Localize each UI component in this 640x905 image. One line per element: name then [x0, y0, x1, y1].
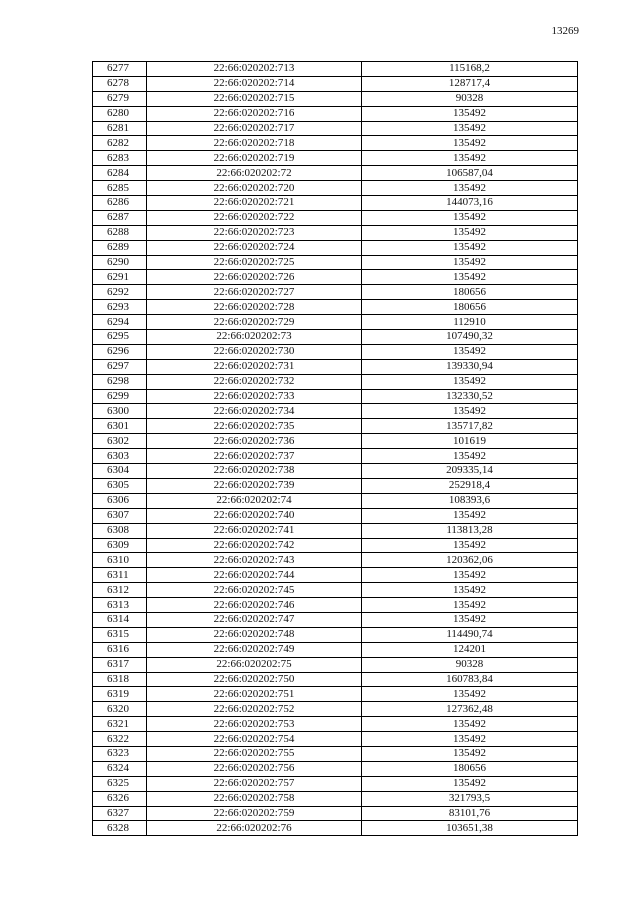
- cadastral-number-cell: 22:66:020202:720: [147, 181, 362, 196]
- row-number-cell: 6314: [93, 612, 147, 627]
- table-row: [93, 732, 578, 747]
- table-row: [93, 181, 578, 196]
- value-cell: 112910: [362, 315, 578, 330]
- cadastral-number-cell: 22:66:020202:727: [147, 285, 362, 300]
- table-row: [93, 493, 578, 508]
- value-cell: 103651,38: [362, 821, 578, 836]
- value-cell: 135492: [362, 598, 578, 613]
- value-cell: 135492: [362, 687, 578, 702]
- table-row: [93, 300, 578, 315]
- table-row: [93, 553, 578, 568]
- row-number-cell: 6285: [93, 181, 147, 196]
- row-number-cell: 6280: [93, 106, 147, 121]
- table-row: [93, 702, 578, 717]
- cadastral-number-cell: 22:66:020202:730: [147, 344, 362, 359]
- cadastral-number-cell: 22:66:020202:751: [147, 687, 362, 702]
- table-row: [93, 746, 578, 761]
- table-row: [93, 196, 578, 211]
- row-number-cell: 6312: [93, 583, 147, 598]
- table-row: [93, 761, 578, 776]
- row-number-cell: 6305: [93, 478, 147, 493]
- page-number: 13269: [551, 25, 579, 37]
- table-row: [93, 330, 578, 345]
- value-cell: 90328: [362, 657, 578, 672]
- value-cell: 106587,04: [362, 166, 578, 181]
- table-row: [93, 598, 578, 613]
- table-row: [93, 76, 578, 91]
- value-cell: 135492: [362, 121, 578, 136]
- cadastral-number-cell: 22:66:020202:74: [147, 493, 362, 508]
- row-number-cell: 6317: [93, 657, 147, 672]
- table-row: [93, 464, 578, 479]
- row-number-cell: 6327: [93, 806, 147, 821]
- value-cell: 114490,74: [362, 627, 578, 642]
- row-number-cell: 6298: [93, 374, 147, 389]
- table-row: [93, 672, 578, 687]
- cadastral-number-cell: 22:66:020202:76: [147, 821, 362, 836]
- table-row: [93, 151, 578, 166]
- value-cell: 135492: [362, 240, 578, 255]
- row-number-cell: 6318: [93, 672, 147, 687]
- row-number-cell: 6328: [93, 821, 147, 836]
- value-cell: 139330,94: [362, 359, 578, 374]
- row-number-cell: 6295: [93, 330, 147, 345]
- value-cell: 135492: [362, 732, 578, 747]
- cadastral-number-cell: 22:66:020202:718: [147, 136, 362, 151]
- cadastral-number-cell: 22:66:020202:752: [147, 702, 362, 717]
- row-number-cell: 6313: [93, 598, 147, 613]
- cadastral-number-cell: 22:66:020202:744: [147, 568, 362, 583]
- table-row: [93, 657, 578, 672]
- table-row: [93, 285, 578, 300]
- table-row: [93, 523, 578, 538]
- cadastral-number-cell: 22:66:020202:742: [147, 538, 362, 553]
- table-row: [93, 106, 578, 121]
- row-number-cell: 6284: [93, 166, 147, 181]
- value-cell: 135492: [362, 210, 578, 225]
- cadastral-number-cell: 22:66:020202:72: [147, 166, 362, 181]
- cadastral-number-cell: 22:66:020202:723: [147, 225, 362, 240]
- cadastral-number-cell: 22:66:020202:754: [147, 732, 362, 747]
- value-cell: 124201: [362, 642, 578, 657]
- value-cell: 135492: [362, 612, 578, 627]
- cadastral-number-cell: 22:66:020202:714: [147, 76, 362, 91]
- row-number-cell: 6293: [93, 300, 147, 315]
- cadastral-number-cell: 22:66:020202:717: [147, 121, 362, 136]
- value-cell: 252918,4: [362, 478, 578, 493]
- cadastral-number-cell: 22:66:020202:728: [147, 300, 362, 315]
- value-cell: 135492: [362, 568, 578, 583]
- row-number-cell: 6300: [93, 404, 147, 419]
- row-number-cell: 6279: [93, 91, 147, 106]
- value-cell: 127362,48: [362, 702, 578, 717]
- value-cell: 90328: [362, 91, 578, 106]
- cadastral-number-cell: 22:66:020202:734: [147, 404, 362, 419]
- cadastral-number-cell: 22:66:020202:713: [147, 62, 362, 77]
- cadastral-number-cell: 22:66:020202:721: [147, 196, 362, 211]
- cadastral-number-cell: 22:66:020202:735: [147, 419, 362, 434]
- row-number-cell: 6287: [93, 210, 147, 225]
- value-cell: 135492: [362, 255, 578, 270]
- row-number-cell: 6282: [93, 136, 147, 151]
- row-number-cell: 6302: [93, 434, 147, 449]
- value-cell: 135492: [362, 106, 578, 121]
- value-cell: 135492: [362, 404, 578, 419]
- table-row: [93, 62, 578, 77]
- row-number-cell: 6291: [93, 270, 147, 285]
- cadastral-number-cell: 22:66:020202:753: [147, 717, 362, 732]
- value-cell: 135492: [362, 225, 578, 240]
- cadastral-number-cell: 22:66:020202:741: [147, 523, 362, 538]
- value-cell: 135492: [362, 746, 578, 761]
- table-row: [93, 568, 578, 583]
- table-row: [93, 91, 578, 106]
- cadastral-number-cell: 22:66:020202:758: [147, 791, 362, 806]
- row-number-cell: 6278: [93, 76, 147, 91]
- row-number-cell: 6325: [93, 776, 147, 791]
- cadastral-number-cell: 22:66:020202:740: [147, 508, 362, 523]
- value-cell: 120362,06: [362, 553, 578, 568]
- cadastral-number-cell: 22:66:020202:757: [147, 776, 362, 791]
- cadastral-number-cell: 22:66:020202:726: [147, 270, 362, 285]
- value-cell: 135717,82: [362, 419, 578, 434]
- cadastral-number-cell: 22:66:020202:73: [147, 330, 362, 345]
- value-cell: 107490,32: [362, 330, 578, 345]
- table-body: [93, 62, 578, 836]
- row-number-cell: 6308: [93, 523, 147, 538]
- cadastral-number-cell: 22:66:020202:724: [147, 240, 362, 255]
- table-row: [93, 210, 578, 225]
- value-cell: 180656: [362, 761, 578, 776]
- row-number-cell: 6303: [93, 449, 147, 464]
- value-cell: 135492: [362, 508, 578, 523]
- row-number-cell: 6297: [93, 359, 147, 374]
- table-row: [93, 583, 578, 598]
- value-cell: 135492: [362, 449, 578, 464]
- row-number-cell: 6322: [93, 732, 147, 747]
- value-cell: 135492: [362, 270, 578, 285]
- value-cell: 135492: [362, 344, 578, 359]
- table-row: [93, 478, 578, 493]
- table-row: [93, 821, 578, 836]
- cadastral-number-cell: 22:66:020202:716: [147, 106, 362, 121]
- cadastral-number-cell: 22:66:020202:736: [147, 434, 362, 449]
- table-row: [93, 270, 578, 285]
- table-row: [93, 612, 578, 627]
- cadastral-number-cell: 22:66:020202:739: [147, 478, 362, 493]
- row-number-cell: 6296: [93, 344, 147, 359]
- table-row: [93, 344, 578, 359]
- cadastral-number-cell: 22:66:020202:746: [147, 598, 362, 613]
- row-number-cell: 6277: [93, 62, 147, 77]
- value-cell: 135492: [362, 181, 578, 196]
- row-number-cell: 6307: [93, 508, 147, 523]
- cadastral-number-cell: 22:66:020202:750: [147, 672, 362, 687]
- value-cell: 115168,2: [362, 62, 578, 77]
- cadastral-number-cell: 22:66:020202:755: [147, 746, 362, 761]
- value-cell: 101619: [362, 434, 578, 449]
- row-number-cell: 6319: [93, 687, 147, 702]
- row-number-cell: 6306: [93, 493, 147, 508]
- table-row: [93, 404, 578, 419]
- row-number-cell: 6320: [93, 702, 147, 717]
- cadastral-number-cell: 22:66:020202:759: [147, 806, 362, 821]
- row-number-cell: 6311: [93, 568, 147, 583]
- value-cell: 135492: [362, 374, 578, 389]
- value-cell: 108393,6: [362, 493, 578, 508]
- cadastral-number-cell: 22:66:020202:733: [147, 389, 362, 404]
- cadastral-number-cell: 22:66:020202:732: [147, 374, 362, 389]
- value-cell: 180656: [362, 300, 578, 315]
- value-cell: 135492: [362, 776, 578, 791]
- table-row: [93, 791, 578, 806]
- cadastral-number-cell: 22:66:020202:756: [147, 761, 362, 776]
- value-cell: 128717,4: [362, 76, 578, 91]
- row-number-cell: 6309: [93, 538, 147, 553]
- row-number-cell: 6292: [93, 285, 147, 300]
- table-row: [93, 642, 578, 657]
- cadastral-number-cell: 22:66:020202:731: [147, 359, 362, 374]
- table-row: [93, 359, 578, 374]
- table-row: [93, 806, 578, 821]
- row-number-cell: 6290: [93, 255, 147, 270]
- row-number-cell: 6281: [93, 121, 147, 136]
- value-cell: 135492: [362, 717, 578, 732]
- value-cell: 321793,5: [362, 791, 578, 806]
- cadastral-number-cell: 22:66:020202:722: [147, 210, 362, 225]
- value-cell: 113813,28: [362, 523, 578, 538]
- table-row: [93, 508, 578, 523]
- table-row: [93, 240, 578, 255]
- row-number-cell: 6283: [93, 151, 147, 166]
- table-row: [93, 389, 578, 404]
- cadastral-number-cell: 22:66:020202:747: [147, 612, 362, 627]
- cadastral-number-cell: 22:66:020202:719: [147, 151, 362, 166]
- table-row: [93, 136, 578, 151]
- row-number-cell: 6299: [93, 389, 147, 404]
- value-cell: 135492: [362, 151, 578, 166]
- row-number-cell: 6286: [93, 196, 147, 211]
- table-row: [93, 776, 578, 791]
- row-number-cell: 6304: [93, 464, 147, 479]
- row-number-cell: 6323: [93, 746, 147, 761]
- row-number-cell: 6315: [93, 627, 147, 642]
- value-cell: 209335,14: [362, 464, 578, 479]
- row-number-cell: 6316: [93, 642, 147, 657]
- row-number-cell: 6288: [93, 225, 147, 240]
- cadastral-number-cell: 22:66:020202:729: [147, 315, 362, 330]
- cadastral-number-cell: 22:66:020202:743: [147, 553, 362, 568]
- table-row: [93, 166, 578, 181]
- row-number-cell: 6321: [93, 717, 147, 732]
- table-row: [93, 449, 578, 464]
- value-cell: 132330,52: [362, 389, 578, 404]
- table-row: [93, 434, 578, 449]
- table-row: [93, 717, 578, 732]
- cadastral-number-cell: 22:66:020202:745: [147, 583, 362, 598]
- table-row: [93, 687, 578, 702]
- row-number-cell: 6324: [93, 761, 147, 776]
- value-cell: 135492: [362, 583, 578, 598]
- table-row: [93, 315, 578, 330]
- table-row: [93, 225, 578, 240]
- row-number-cell: 6310: [93, 553, 147, 568]
- row-number-cell: 6289: [93, 240, 147, 255]
- value-cell: 160783,84: [362, 672, 578, 687]
- table-row: [93, 627, 578, 642]
- table-row: [93, 538, 578, 553]
- table-row: [93, 374, 578, 389]
- value-cell: 180656: [362, 285, 578, 300]
- row-number-cell: 6294: [93, 315, 147, 330]
- cadastral-number-cell: 22:66:020202:737: [147, 449, 362, 464]
- value-cell: 83101,76: [362, 806, 578, 821]
- cadastral-number-cell: 22:66:020202:725: [147, 255, 362, 270]
- row-number-cell: 6326: [93, 791, 147, 806]
- value-cell: 144073,16: [362, 196, 578, 211]
- table-row: [93, 419, 578, 434]
- row-number-cell: 6301: [93, 419, 147, 434]
- value-cell: 135492: [362, 538, 578, 553]
- value-cell: 135492: [362, 136, 578, 151]
- cadastral-number-cell: 22:66:020202:748: [147, 627, 362, 642]
- table-row: [93, 121, 578, 136]
- cadastral-number-cell: 22:66:020202:715: [147, 91, 362, 106]
- cadastral-number-cell: 22:66:020202:75: [147, 657, 362, 672]
- cadastral-number-cell: 22:66:020202:738: [147, 464, 362, 479]
- data-table: [92, 61, 578, 836]
- table-row: [93, 255, 578, 270]
- cadastral-number-cell: 22:66:020202:749: [147, 642, 362, 657]
